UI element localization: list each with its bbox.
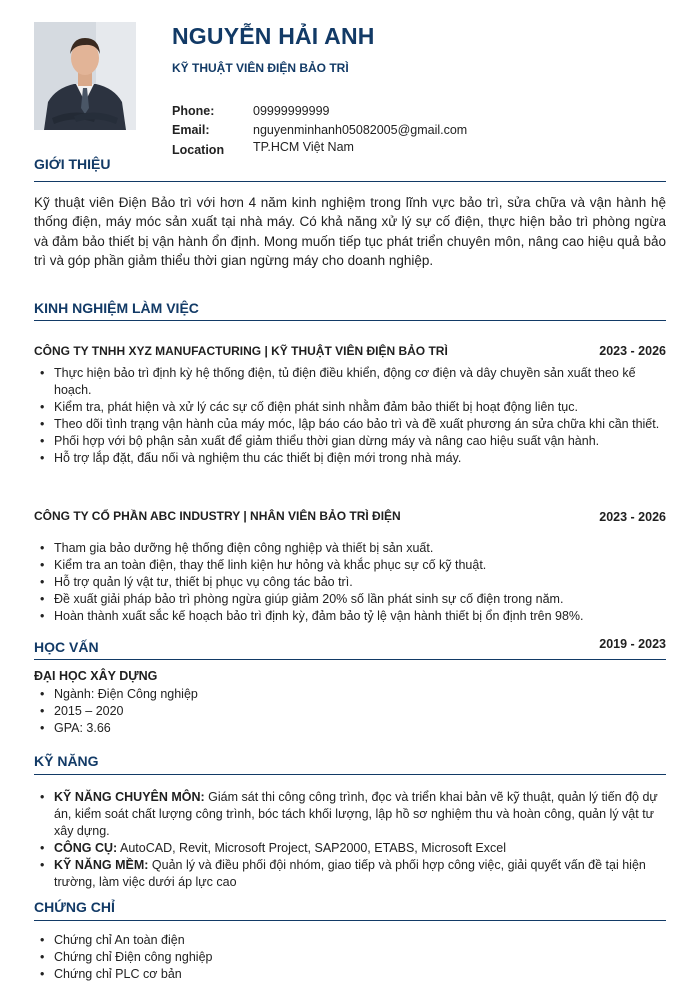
education-bullets: [54, 686, 666, 737]
skill-item: [54, 840, 666, 857]
list-item: • Ngành: Điện Công nghiệp: [54, 686, 666, 703]
job-date: 2023 - 2026: [599, 510, 666, 524]
section-title-intro: GIỚI THIỆU: [34, 156, 111, 172]
email-value: nguyenminhanh05082005@gmail.com: [253, 123, 468, 137]
list-item: • Hỗ trợ quản lý vật tư, thiết bị phục vụ công tác bảo trì.: [54, 574, 666, 591]
job-bullets: [54, 540, 666, 625]
list-item: • Thực hiện bảo trì định kỳ hệ thống điện, tủ điện điều khiển, động cơ điện và dây chuyền sản xuất theo kế hoạch.: [54, 365, 666, 399]
list-item: • Kiểm tra an toàn điện, thay thế linh kiện hư hỏng và khắc phục sự cố kỹ thuật.: [54, 557, 666, 574]
phone-value: 09999999999: [253, 104, 330, 118]
list-item: • Kiểm tra, phát hiện và xử lý các sự cố điện phát sinh nhằm đảm bảo thiết bị hoạt động liên tục.: [54, 399, 666, 416]
skill-label: CÔNG CỤ:: [54, 841, 118, 855]
section-divider: [34, 659, 666, 660]
list-item: • Chứng chỉ Điện công nghiệp: [54, 949, 666, 966]
job-bullets: [54, 365, 666, 467]
skill-label: KỸ NĂNG CHUYÊN MÔN:: [54, 790, 205, 804]
skills-list: [54, 789, 666, 891]
section-divider: [34, 920, 666, 921]
skill-item: [54, 789, 666, 840]
list-item: • GPA: 3.66: [54, 720, 666, 737]
list-item: • Theo dõi tình trạng vận hành của máy móc, lập báo cáo bảo trì và đề xuất phương án sửa chữa khi cần thiết.: [54, 416, 666, 433]
job-company-role: CÔNG TY CỔ PHẦN ABC INDUSTRY | NHÂN VIÊN BẢO TRÌ ĐIỆN: [34, 509, 401, 523]
section-divider: [34, 774, 666, 775]
section-divider: [34, 320, 666, 321]
skill-label: KỸ NĂNG MỀM:: [54, 858, 149, 872]
contact-label: Phone:: [172, 104, 215, 118]
list-item: • 2015 – 2020: [54, 703, 666, 720]
list-item: • Tham gia bảo dưỡng hệ thống điện công nghiệp và thiết bị sản xuất.: [54, 540, 666, 557]
section-title-skills: KỸ NĂNG: [34, 753, 99, 769]
contact-label: Location: [172, 143, 225, 157]
job-heading: [34, 509, 666, 523]
list-item: • Hoàn thành xuất sắc kế hoạch bảo trì định kỳ, đảm bảo tỷ lệ vận hành thiết bị ổn định trên 98%.: [54, 608, 666, 625]
skill-text: Quản lý và điều phối đội nhóm, giao tiếp và phối hợp công việc, giải quyết vấn đề tại hiện trường, làm việc dưới áp lực cao: [54, 858, 646, 889]
list-item: • Chứng chỉ An toàn điện: [54, 932, 666, 949]
job-heading: [34, 344, 666, 358]
section-title-education: HỌC VẤN: [34, 639, 99, 655]
job-company-role: CÔNG TY TNHH XYZ MANUFACTURING | KỸ THUẬT VIÊN ĐIỆN BẢO TRÌ: [34, 344, 448, 358]
list-item: • Phối hợp với bộ phận sản xuất để giảm thiểu thời gian dừng máy và nâng cao hiệu suất vận hành.: [54, 433, 666, 450]
list-item: • Chứng chỉ PLC cơ bản: [54, 966, 666, 983]
section-title-experience: KINH NGHIỆM LÀM VIỆC: [34, 300, 199, 316]
certificates-list: [54, 932, 666, 983]
profile-photo: [34, 22, 136, 130]
section-title-certificates: CHỨNG CHỈ: [34, 899, 115, 915]
candidate-name: NGUYỄN HẢI ANH: [172, 23, 375, 49]
job-title: KỸ THUẬT VIÊN ĐIỆN BẢO TRÌ: [172, 61, 349, 75]
job-date: 2023 - 2026: [599, 344, 666, 358]
skill-item: [54, 857, 666, 891]
section-divider: [34, 181, 666, 182]
location-value: TP.HCM Việt Nam: [253, 140, 354, 154]
person-portrait-icon: [34, 22, 136, 130]
contact-label: Email:: [172, 123, 210, 137]
skill-text: AutoCAD, Revit, Microsoft Project, SAP2000, ETABS, Microsoft Excel: [117, 841, 506, 855]
skill-text: Giám sát thi công công trình, đọc và triển khai bản vẽ kỹ thuật, quản lý tiến độ dự án, kiểm soát chất lượng công trình, bóc tách khối lượng, lập hồ sơ nghiệm thu và hoàn công, quản lý vật tư xây dựng.: [54, 790, 658, 838]
intro-paragraph: Kỹ thuật viên Điện Bảo trì với hơn 4 năm kinh nghiệm trong lĩnh vực bảo trì, sửa chữa và vận hành hệ thống điện, máy móc sản xuất tại nhà máy. Có khả năng xử lý sự cố điện, thực hiện bảo trì phòng ngừa và đảm bảo thiết bị vận hành ổn định. Mong muốn tiếp tục phát triển chuyên môn, nâng cao hiệu quả bảo trì và góp phần giảm thiểu thời gian ngừng máy cho doanh nghiệp.: [34, 195, 666, 269]
list-item: • Đề xuất giải pháp bảo trì phòng ngừa giúp giảm 20% số lần phát sinh sự cố điện trong năm.: [54, 591, 666, 608]
list-item: • Hỗ trợ lắp đặt, đấu nối và nghiệm thu các thiết bị điện mới trong nhà máy.: [54, 450, 666, 467]
school-name: ĐẠI HỌC XÂY DỰNG: [34, 669, 158, 683]
education-date: 2019 - 2023: [599, 637, 666, 651]
